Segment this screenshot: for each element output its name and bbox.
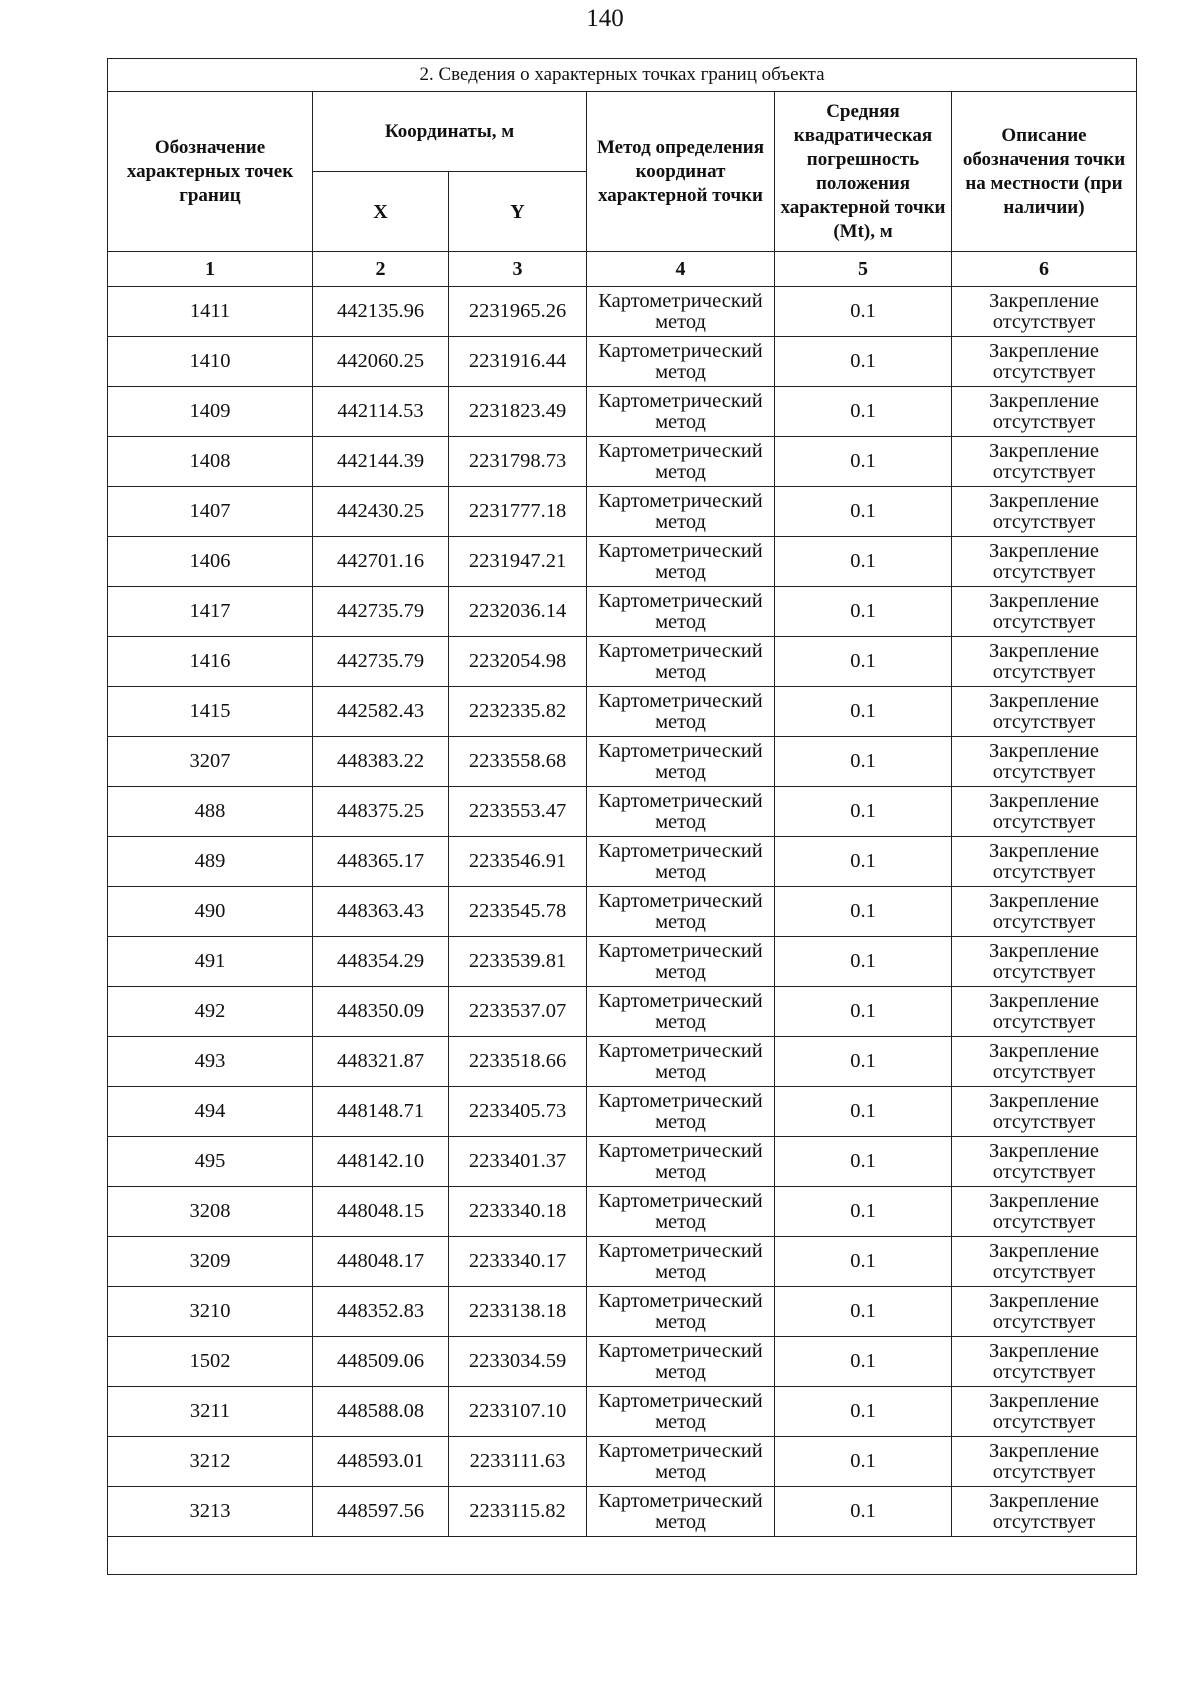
- table-row: [108, 1137, 1137, 1187]
- header-coordinates: Координаты, м: [313, 92, 587, 172]
- point-id: 1410: [108, 337, 313, 387]
- table-row: [108, 987, 1137, 1037]
- point-id: 495: [108, 1137, 313, 1187]
- table-row: [108, 637, 1137, 687]
- description-cell: [952, 1037, 1137, 1087]
- column-number: 2: [313, 252, 449, 287]
- description-line-2: отсутствует: [992, 760, 1096, 783]
- coord-x: 448597.56: [313, 1487, 449, 1537]
- coord-y: 2231798.73: [449, 437, 587, 487]
- point-id: 3211: [108, 1387, 313, 1437]
- point-id: 3212: [108, 1437, 313, 1487]
- coord-x: 448588.08: [313, 1387, 449, 1437]
- method-line-1: Картометрический: [598, 1089, 763, 1112]
- mean-error: 0.1: [775, 1337, 952, 1387]
- description-line-2: отсутствует: [992, 810, 1096, 833]
- method-line-2: метод: [655, 760, 706, 783]
- method-cell: [587, 437, 775, 487]
- description-line-2: отсутствует: [992, 1460, 1096, 1483]
- description-line-1: Закрепление: [988, 639, 1100, 662]
- method-line-2: метод: [655, 1110, 706, 1133]
- method-line-2: метод: [655, 910, 706, 933]
- mean-error: 0.1: [775, 1287, 952, 1337]
- mean-error: 0.1: [775, 637, 952, 687]
- coord-y: 2233340.18: [449, 1187, 587, 1237]
- coord-x: 448365.17: [313, 837, 449, 887]
- method-cell: [587, 1487, 775, 1537]
- method-line-1: Картометрический: [598, 1289, 763, 1312]
- description-cell: [952, 937, 1137, 987]
- description-cell: [952, 687, 1137, 737]
- method-line-2: метод: [655, 1060, 706, 1083]
- method-line-1: Картометрический: [598, 1039, 763, 1062]
- method-line-1: Картометрический: [598, 789, 763, 812]
- description-line-2: отсутствует: [992, 710, 1096, 733]
- description-line-1: Закрепление: [988, 339, 1100, 362]
- method-line-2: метод: [655, 1210, 706, 1233]
- method-line-2: метод: [655, 1260, 706, 1283]
- method-cell: [587, 1337, 775, 1387]
- description-line-2: отсутствует: [992, 1210, 1096, 1233]
- column-number: 6: [952, 252, 1137, 287]
- point-id: 492: [108, 987, 313, 1037]
- method-line-2: метод: [655, 360, 706, 383]
- method-line-1: Картометрический: [598, 989, 763, 1012]
- table-row: [108, 337, 1137, 387]
- coord-y: 2233340.17: [449, 1237, 587, 1287]
- description-line-2: отсутствует: [992, 1510, 1096, 1533]
- description-cell: [952, 1487, 1137, 1537]
- method-cell: [587, 387, 775, 437]
- method-cell: [587, 1087, 775, 1137]
- method-line-1: Картометрический: [598, 489, 763, 512]
- method-cell: [587, 637, 775, 687]
- mean-error: 0.1: [775, 837, 952, 887]
- description-line-1: Закрепление: [988, 1339, 1100, 1362]
- method-cell: [587, 1437, 775, 1487]
- coord-x: 448352.83: [313, 1287, 449, 1337]
- table-row: [108, 1287, 1137, 1337]
- description-cell: [952, 1087, 1137, 1137]
- coord-x: 448375.25: [313, 787, 449, 837]
- description-cell: [952, 387, 1137, 437]
- mean-error: 0.1: [775, 1187, 952, 1237]
- description-line-2: отсутствует: [992, 610, 1096, 633]
- coord-x: 448148.71: [313, 1087, 449, 1137]
- table-body: [108, 287, 1137, 1537]
- mean-error: 0.1: [775, 1437, 952, 1487]
- point-id: 1406: [108, 537, 313, 587]
- mean-error: 0.1: [775, 987, 952, 1037]
- column-number: 5: [775, 252, 952, 287]
- description-cell: [952, 287, 1137, 337]
- method-cell: [587, 1187, 775, 1237]
- description-line-2: отсутствует: [992, 410, 1096, 433]
- coord-x: 442135.96: [313, 287, 449, 337]
- description-cell: [952, 1387, 1137, 1437]
- coord-y: 2233138.18: [449, 1287, 587, 1337]
- method-line-2: метод: [655, 1510, 706, 1533]
- method-line-1: Картометрический: [598, 439, 763, 462]
- description-line-2: отсутствует: [992, 910, 1096, 933]
- point-id: 1417: [108, 587, 313, 637]
- method-line-1: Картометрический: [598, 589, 763, 612]
- description-cell: [952, 887, 1137, 937]
- method-line-1: Картометрический: [598, 889, 763, 912]
- method-cell: [587, 887, 775, 937]
- point-id: 1407: [108, 487, 313, 537]
- method-line-2: метод: [655, 1460, 706, 1483]
- point-id: 3209: [108, 1237, 313, 1287]
- description-line-2: отсутствует: [992, 860, 1096, 883]
- method-line-2: метод: [655, 810, 706, 833]
- coord-y: 2233539.81: [449, 937, 587, 987]
- method-line-1: Картометрический: [598, 1339, 763, 1362]
- method-line-1: Картометрический: [598, 1489, 763, 1512]
- description-line-1: Закрепление: [988, 439, 1100, 462]
- header-method: Метод определения координат характерной точки: [587, 92, 775, 252]
- coord-y: 2233107.10: [449, 1387, 587, 1437]
- description-cell: [952, 337, 1137, 387]
- boundary-points-table: [107, 58, 1137, 1575]
- table-row: [108, 1087, 1137, 1137]
- point-id: 489: [108, 837, 313, 887]
- description-line-1: Закрепление: [988, 1289, 1100, 1312]
- description-line-2: отсутствует: [992, 360, 1096, 383]
- description-line-1: Закрепление: [988, 989, 1100, 1012]
- description-cell: [952, 1137, 1137, 1187]
- mean-error: 0.1: [775, 437, 952, 487]
- description-line-2: отсутствует: [992, 310, 1096, 333]
- header-x: X: [313, 172, 449, 252]
- point-id: 3213: [108, 1487, 313, 1537]
- description-line-1: Закрепление: [988, 789, 1100, 812]
- method-line-2: метод: [655, 410, 706, 433]
- description-cell: [952, 437, 1137, 487]
- point-id: 3208: [108, 1187, 313, 1237]
- method-line-2: метод: [655, 310, 706, 333]
- method-line-2: метод: [655, 510, 706, 533]
- mean-error: 0.1: [775, 737, 952, 787]
- empty-row: [108, 1537, 1137, 1575]
- description-line-2: отсутствует: [992, 1410, 1096, 1433]
- description-line-1: Закрепление: [988, 839, 1100, 862]
- mean-error: 0.1: [775, 937, 952, 987]
- header-description: Описание обозначения точки на местности (при наличии): [952, 92, 1137, 252]
- section-title-row: [108, 59, 1137, 92]
- point-id: 1409: [108, 387, 313, 437]
- method-line-1: Картометрический: [598, 1389, 763, 1412]
- method-line-1: Картометрический: [598, 539, 763, 562]
- table-row: [108, 887, 1137, 937]
- table-row: [108, 437, 1137, 487]
- point-id: 490: [108, 887, 313, 937]
- method-line-1: Картометрический: [598, 289, 763, 312]
- coord-x: 448354.29: [313, 937, 449, 987]
- coord-x: 448321.87: [313, 1037, 449, 1087]
- method-line-1: Картометрический: [598, 839, 763, 862]
- description-line-1: Закрепление: [988, 1089, 1100, 1112]
- coord-y: 2233034.59: [449, 1337, 587, 1387]
- coord-x: 442114.53: [313, 387, 449, 437]
- point-id: 3207: [108, 737, 313, 787]
- description-line-2: отсутствует: [992, 1360, 1096, 1383]
- description-cell: [952, 1437, 1137, 1487]
- point-id: 494: [108, 1087, 313, 1137]
- coord-x: 442144.39: [313, 437, 449, 487]
- coord-x: 448048.15: [313, 1187, 449, 1237]
- coord-x: 448048.17: [313, 1237, 449, 1287]
- method-cell: [587, 787, 775, 837]
- table-row: [108, 287, 1137, 337]
- method-cell: [587, 537, 775, 587]
- method-line-2: метод: [655, 710, 706, 733]
- coord-y: 2233558.68: [449, 737, 587, 787]
- mean-error: 0.1: [775, 887, 952, 937]
- column-number: 3: [449, 252, 587, 287]
- method-line-1: Картометрический: [598, 639, 763, 662]
- mean-error: 0.1: [775, 337, 952, 387]
- method-line-1: Картометрический: [598, 1189, 763, 1212]
- method-cell: [587, 1137, 775, 1187]
- method-line-1: Картометрический: [598, 739, 763, 762]
- coord-x: 448383.22: [313, 737, 449, 787]
- mean-error: 0.1: [775, 287, 952, 337]
- mean-error: 0.1: [775, 1487, 952, 1537]
- mean-error: 0.1: [775, 1387, 952, 1437]
- table-row: [108, 537, 1137, 587]
- method-cell: [587, 587, 775, 637]
- mean-error: 0.1: [775, 387, 952, 437]
- description-cell: [952, 1337, 1137, 1387]
- description-line-1: Закрепление: [988, 1139, 1100, 1162]
- description-line-1: Закрепление: [988, 289, 1100, 312]
- table-row: [108, 587, 1137, 637]
- description-line-1: Закрепление: [988, 1189, 1100, 1212]
- column-number-row: [108, 252, 1137, 287]
- table-row: [108, 837, 1137, 887]
- method-line-2: метод: [655, 560, 706, 583]
- empty-cell: [108, 1537, 1137, 1575]
- coord-x: 442735.79: [313, 587, 449, 637]
- method-line-1: Картометрический: [598, 1239, 763, 1262]
- description-line-1: Закрепление: [988, 1239, 1100, 1262]
- section-title: 2. Сведения о характерных точках границ объекта: [108, 59, 1137, 92]
- method-line-1: Картометрический: [598, 389, 763, 412]
- description-line-2: отсутствует: [992, 1260, 1096, 1283]
- table-row: [108, 1387, 1137, 1437]
- coord-y: 2233546.91: [449, 837, 587, 887]
- table-row: [108, 1037, 1137, 1087]
- table-row: [108, 1187, 1137, 1237]
- description-cell: [952, 587, 1137, 637]
- description-line-2: отсутствует: [992, 1110, 1096, 1133]
- point-id: 488: [108, 787, 313, 837]
- header-point-designation: Обозначение характерных точек границ: [108, 92, 313, 252]
- table-row: [108, 1487, 1137, 1537]
- description-line-2: отсутствует: [992, 660, 1096, 683]
- description-line-1: Закрепление: [988, 1389, 1100, 1412]
- coord-y: 2233115.82: [449, 1487, 587, 1537]
- method-cell: [587, 287, 775, 337]
- method-cell: [587, 937, 775, 987]
- description-cell: [952, 787, 1137, 837]
- description-line-2: отсутствует: [992, 510, 1096, 533]
- method-cell: [587, 837, 775, 887]
- point-id: 3210: [108, 1287, 313, 1337]
- coord-y: 2233537.07: [449, 987, 587, 1037]
- point-id: 493: [108, 1037, 313, 1087]
- method-cell: [587, 687, 775, 737]
- description-cell: [952, 637, 1137, 687]
- description-line-1: Закрепление: [988, 589, 1100, 612]
- table-row: [108, 937, 1137, 987]
- mean-error: 0.1: [775, 1137, 952, 1187]
- mean-error: 0.1: [775, 487, 952, 537]
- description-line-2: отсутствует: [992, 1310, 1096, 1333]
- point-id: 1411: [108, 287, 313, 337]
- method-cell: [587, 1387, 775, 1437]
- coord-x: 448593.01: [313, 1437, 449, 1487]
- description-line-1: Закрепление: [988, 1039, 1100, 1062]
- method-cell: [587, 1287, 775, 1337]
- description-line-2: отсутствует: [992, 1060, 1096, 1083]
- mean-error: 0.1: [775, 687, 952, 737]
- method-cell: [587, 1237, 775, 1287]
- coord-y: 2233518.66: [449, 1037, 587, 1087]
- table-row: [108, 687, 1137, 737]
- coord-x: 442701.16: [313, 537, 449, 587]
- coord-x: 442582.43: [313, 687, 449, 737]
- method-line-2: метод: [655, 460, 706, 483]
- coord-y: 2233401.37: [449, 1137, 587, 1187]
- description-line-1: Закрепление: [988, 1489, 1100, 1512]
- table-row: [108, 1237, 1137, 1287]
- description-cell: [952, 487, 1137, 537]
- mean-error: 0.1: [775, 787, 952, 837]
- column-number: 1: [108, 252, 313, 287]
- mean-error: 0.1: [775, 1087, 952, 1137]
- mean-error: 0.1: [775, 1237, 952, 1287]
- coord-y: 2231947.21: [449, 537, 587, 587]
- description-cell: [952, 1237, 1137, 1287]
- coord-x: 448509.06: [313, 1337, 449, 1387]
- point-id: 1408: [108, 437, 313, 487]
- description-line-1: Закрепление: [988, 739, 1100, 762]
- point-id: 1415: [108, 687, 313, 737]
- description-cell: [952, 737, 1137, 787]
- point-id: 1502: [108, 1337, 313, 1387]
- table-row: [108, 387, 1137, 437]
- description-cell: [952, 987, 1137, 1037]
- coord-y: 2233405.73: [449, 1087, 587, 1137]
- method-line-2: метод: [655, 660, 706, 683]
- description-line-2: отсутствует: [992, 460, 1096, 483]
- mean-error: 0.1: [775, 587, 952, 637]
- method-cell: [587, 487, 775, 537]
- description-line-2: отсутствует: [992, 960, 1096, 983]
- description-line-1: Закрепление: [988, 389, 1100, 412]
- page-number: 140: [586, 5, 624, 32]
- method-line-1: Картометрический: [598, 1139, 763, 1162]
- description-line-1: Закрепление: [988, 489, 1100, 512]
- table-row: [108, 737, 1137, 787]
- description-line-1: Закрепление: [988, 939, 1100, 962]
- description-line-1: Закрепление: [988, 889, 1100, 912]
- description-cell: [952, 537, 1137, 587]
- description-line-1: Закрепление: [988, 689, 1100, 712]
- coord-x: 442060.25: [313, 337, 449, 387]
- coord-y: 2233111.63: [449, 1437, 587, 1487]
- point-id: 491: [108, 937, 313, 987]
- coord-y: 2231777.18: [449, 487, 587, 537]
- description-cell: [952, 837, 1137, 887]
- header-row: [108, 92, 1137, 172]
- description-cell: [952, 1187, 1137, 1237]
- header-mean-error: Средняя квадратическая погрешность положения характерной точки (Mt), м: [775, 92, 952, 252]
- method-line-1: Картометрический: [598, 689, 763, 712]
- column-number: 4: [587, 252, 775, 287]
- coord-y: 2232054.98: [449, 637, 587, 687]
- description-cell: [952, 1287, 1137, 1337]
- coord-y: 2233553.47: [449, 787, 587, 837]
- mean-error: 0.1: [775, 537, 952, 587]
- description-line-2: отсутствует: [992, 1010, 1096, 1033]
- method-line-2: метод: [655, 1310, 706, 1333]
- coord-x: 448363.43: [313, 887, 449, 937]
- coord-y: 2231916.44: [449, 337, 587, 387]
- description-line-2: отсутствует: [992, 560, 1096, 583]
- description-line-1: Закрепление: [988, 539, 1100, 562]
- method-line-2: метод: [655, 610, 706, 633]
- coord-x: 448142.10: [313, 1137, 449, 1187]
- coord-y: 2233545.78: [449, 887, 587, 937]
- method-line-2: метод: [655, 1010, 706, 1033]
- table-row: [108, 1437, 1137, 1487]
- method-cell: [587, 987, 775, 1037]
- coord-y: 2232335.82: [449, 687, 587, 737]
- coord-x: 448350.09: [313, 987, 449, 1037]
- table-row: [108, 1337, 1137, 1387]
- method-cell: [587, 737, 775, 787]
- table-row: [108, 787, 1137, 837]
- method-line-1: Картометрический: [598, 1439, 763, 1462]
- method-cell: [587, 1037, 775, 1087]
- method-line-2: метод: [655, 1360, 706, 1383]
- coord-y: 2231965.26: [449, 287, 587, 337]
- coord-y: 2231823.49: [449, 387, 587, 437]
- method-line-2: метод: [655, 960, 706, 983]
- method-line-2: метод: [655, 1410, 706, 1433]
- description-line-1: Закрепление: [988, 1439, 1100, 1462]
- method-line-1: Картометрический: [598, 939, 763, 962]
- method-line-2: метод: [655, 1160, 706, 1183]
- method-cell: [587, 337, 775, 387]
- method-line-2: метод: [655, 860, 706, 883]
- mean-error: 0.1: [775, 1037, 952, 1087]
- coord-x: 442735.79: [313, 637, 449, 687]
- table-row: [108, 487, 1137, 537]
- coord-x: 442430.25: [313, 487, 449, 537]
- description-line-2: отсутствует: [992, 1160, 1096, 1183]
- header-y: Y: [449, 172, 587, 252]
- method-line-1: Картометрический: [598, 339, 763, 362]
- coord-y: 2232036.14: [449, 587, 587, 637]
- point-id: 1416: [108, 637, 313, 687]
